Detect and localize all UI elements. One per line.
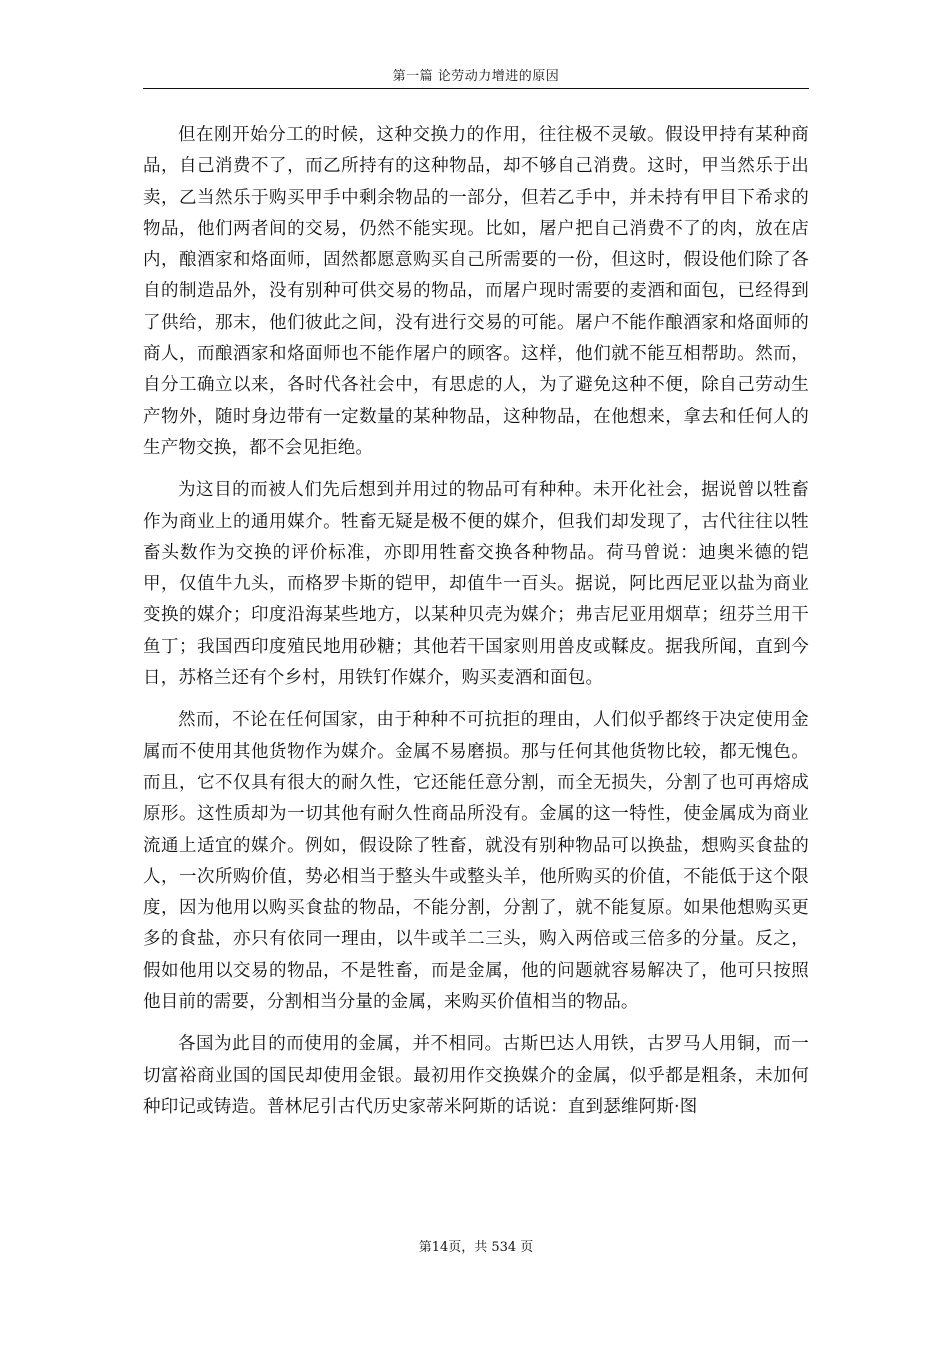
- paragraph-1: 但在刚开始分工的时候，这种交换力的作用，往往极不灵敏。假设甲持有某种商品，自己消费不了，而乙所持有的这种物品，却不够自己消费。这时，甲当然乐于出卖，乙当然乐于购买甲手中剩余物品的一部分，但若乙手中，并未持有甲目下希求的物品，他们两者间的交易，仍然不能实现。比如，屠户把自己消费不了的肉，放在店内，酿酒家和烙面师，固然都愿意购买自己所需要的一份，但这时，假设他们除了各自的制造品外，没有别种可供交易的物品，而屠户现时需要的麦酒和面包，已经得到了供给，那末，他们彼此之间，没有进行交易的可能。屠户不能作酿酒家和烙面师的商人，而酿酒家和烙面师也不能作屠户的顾客。这样，他们就不能互相帮助。然而，自分工确立以来，各时代各社会中，有思虑的人，为了避免这种不便，除自己劳动生产物外，随时身边带有一定数量的某种物品，这种物品，在他想来，拿去和任何人的生产物交换，都不会见拒绝。: [143, 125, 809, 458]
- paragraph-2: 为这目的而被人们先后想到并用过的物品可有种种。未开化社会，据说曾以牲畜作为商业上的通用媒介。牲畜无疑是极不便的媒介，但我们却发现了，古代往往以牲畜头数作为交换的评价标准，亦即用牲畜交换各种物品。荷马曾说：迪奥米德的铠甲，仅值牛九头，而格罗卡斯的铠甲，却值牛一百头。据说，阿比西尼亚以盐为商业变换的媒介；印度沿海某些地方，以某种贝壳为媒介；弗吉尼亚用烟草；纽芬兰用干鱼丁；我国西印度殖民地用砂糖；其他若干国家则用兽皮或鞣皮。据我所闻，直到今日，苏格兰还有个乡村，用铁钉作媒介，购买麦酒和面包。: [143, 480, 809, 689]
- paragraph-4: 各国为此目的而使用的金属，并不相同。古斯巴达人用铁，古罗马人用铜，而一切富裕商业国的国民却使用金银。最初用作交换媒介的金属，似乎都是粗条，未加何种印记或铸造。普林尼引古代历史家蒂米阿斯的话说：直到瑟维阿斯·图: [143, 1034, 809, 1117]
- page-number: 第14页，共 534 页: [418, 1240, 534, 1255]
- paragraph-3: 然而，不论在任何国家，由于种种不可抗拒的理由，人们似乎都终于决定使用金属而不使用其他货物作为媒介。金属不易磨损。那与任何其他货物比较，都无愧色。而且，它不仅具有很大的耐久性，它还能任意分割，而全无损失，分割了也可再熔成原形。这性质却为一切其他有耐久性商品所没有。金属的这一特性，使金属成为商业流通上适宜的媒介。例如，假设除了牲畜，就没有别种物品可以换盐，想购买食盐的人，一次所购价值，势必相当于整头牛或整头羊，他所购买的价值，不能低于这个限度，因为他用以购买食盐的物品，不能分割，分割了，就不能复原。如果他想购买更多的食盐，亦只有依同一理由，以牛或羊二三头，购入两倍或三倍多的分量。反之，假如他用以交易的物品，不是牲畜，而是金属，他的问题就容易解决了，他可只按照他目前的需要，分割相当分量的金属，来购买价值相当的物品。: [143, 710, 809, 1013]
- page-header: [143, 66, 809, 89]
- page-footer: [143, 1238, 809, 1258]
- body-text: [143, 120, 809, 1134]
- chapter-title: 第一篇 论劳动力增进的原因: [392, 69, 560, 84]
